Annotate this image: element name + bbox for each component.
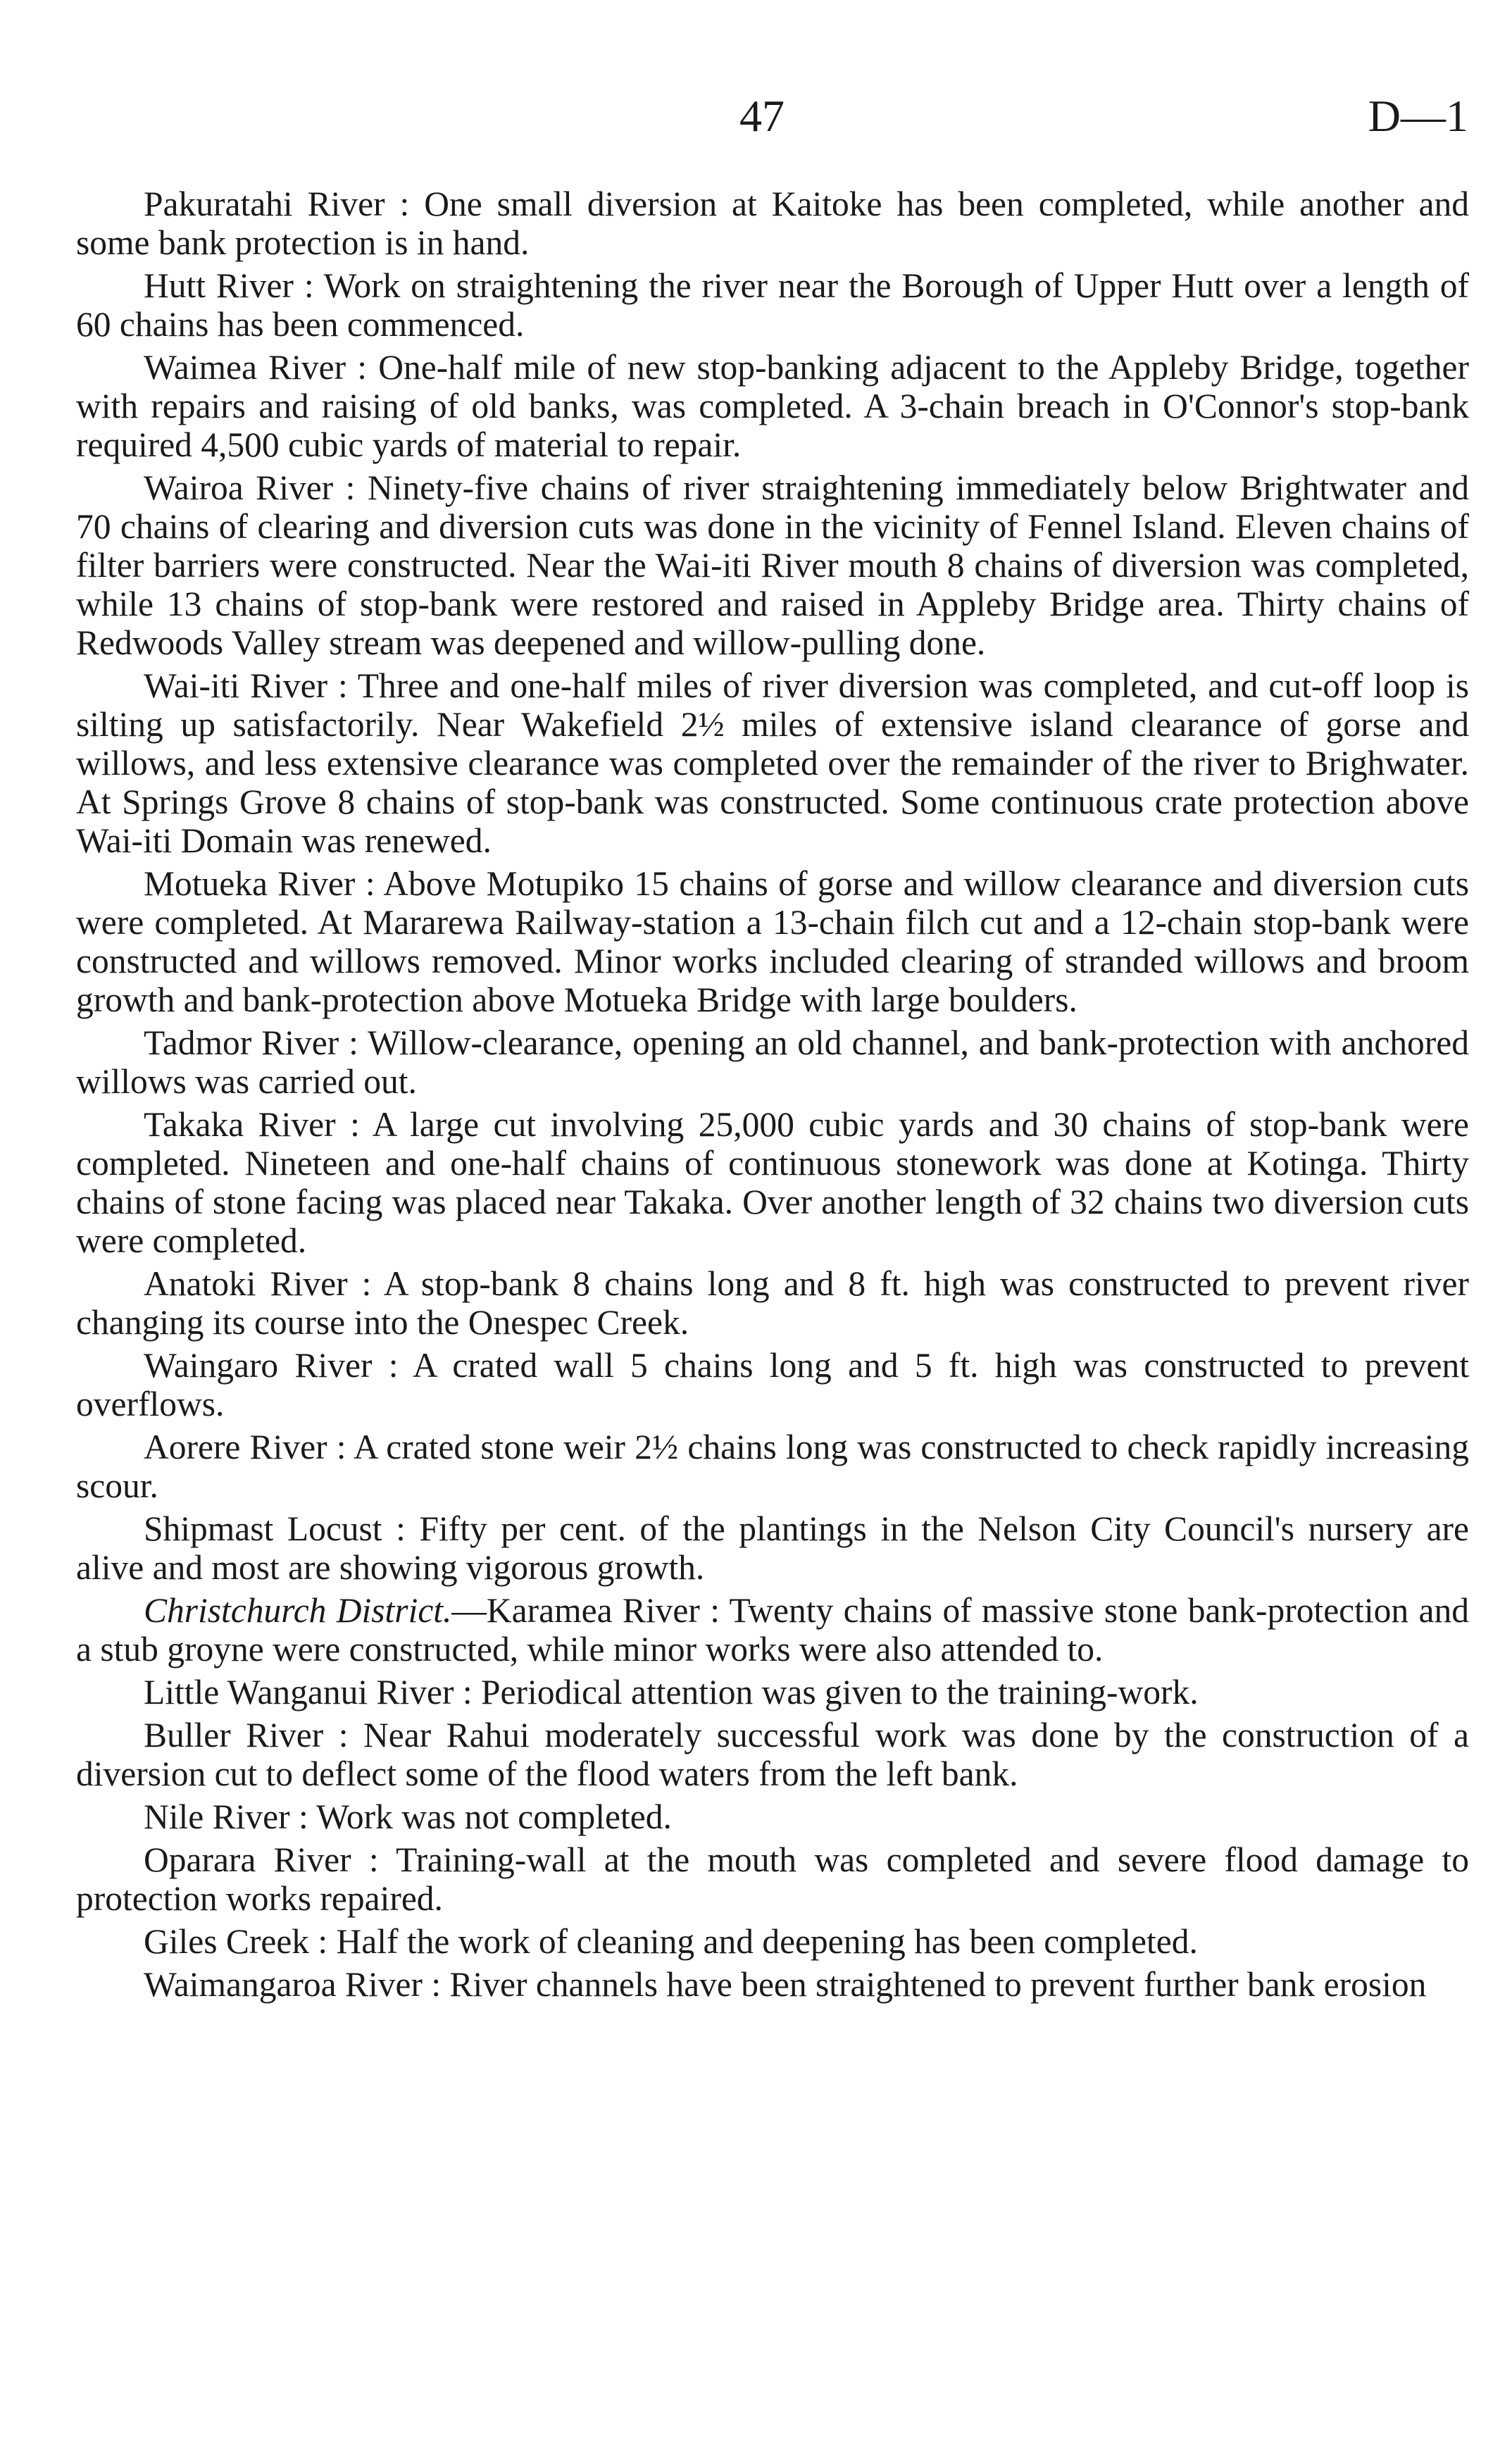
- paragraph-text: Waimea River : One-half mile of new stop-banking adjacent to the Appleby Bridge, together with repairs and raising of old banks, was completed. A 3-chain breach in O'Connor's stop-bank required 4,500 cubic yards of material to repair.: [76, 348, 1469, 464]
- paragraph-text: Aorere River : A crated stone weir 2½ chains long was constructed to check rapidly increasing scour.: [76, 1428, 1469, 1505]
- page-number: 47: [739, 91, 785, 141]
- paragraph-waingaro-river: [76, 1346, 1469, 1423]
- paragraph-text: Anatoki River : A stop-bank 8 chains long and 8 ft. high was constructed to prevent river changing its course into the Onespec Creek.: [76, 1264, 1469, 1342]
- paragraph-text: Takaka River : A large cut involving 25,000 cubic yards and 30 chains of stop-bank were completed. Nineteen and one-half chains of continuous stonework was done at Kotinga. Thirty chains of stone facing was placed near Takaka. Over another length of 32 chains two diversion cuts were completed.: [76, 1105, 1469, 1260]
- paragraph-hutt-river: [76, 266, 1469, 344]
- paragraph-takaka-river: [76, 1105, 1469, 1260]
- paragraph-text: Buller River : Near Rahui moderately successful work was done by the construction of a diversion cut to deflect some of the flood waters from the left bank.: [76, 1716, 1469, 1793]
- paragraph-text: Wairoa River : Ninety-five chains of river straightening immediately below Brightwater and 70 chains of clearing and diversion cuts was done in the vicinity of Fennel Island. Eleven chains of filter barriers were constructed. Near the Wai-iti River mouth 8 chains of diversion was completed, while 13 chains of stop-bank were restored and raised in Appleby Bridge area. Thirty chains of Redwoods Valley stream was deepened and willow-pulling done.: [76, 468, 1469, 662]
- paragraph-text: Hutt River : Work on straightening the river near the Borough of Upper Hutt over a length of 60 chains has been commenced.: [76, 266, 1469, 344]
- paragraph-wairoa-river: [76, 468, 1469, 662]
- paragraph-text: Nile River : Work was not completed.: [144, 1797, 672, 1836]
- paragraph-text: Wai-iti River : Three and one-half miles of river diversion was completed, and cut-off loop is silting up satisfactorily. Near Wakefield 2½ miles of extensive island clearance of gorse and willows, and less extensive clearance was completed over the remainder of the river to Brighwater. At Springs Grove 8 chains of stop-bank was constructed. Some continuous crate protection above Wai-iti Domain was renewed.: [76, 666, 1469, 860]
- paragraph-wai-iti-river: [76, 666, 1469, 860]
- paragraph-pakuratahi-river: [76, 185, 1469, 262]
- paragraph-motueka-river: [76, 864, 1469, 1019]
- paragraph-text: Shipmast Locust : Fifty per cent. of the plantings in the Nelson City Council's nursery are alive and most are showing vigorous growth.: [76, 1509, 1469, 1587]
- paragraph-aorere-river: [76, 1428, 1469, 1505]
- paragraph-text: Tadmor River : Willow-clearance, opening an old channel, and bank-protection with anchored willows was carried out.: [76, 1023, 1469, 1101]
- paragraph-christchurch-district: [76, 1591, 1469, 1669]
- paragraph-tadmor-river: [76, 1023, 1469, 1101]
- district-heading: Christchurch District.: [144, 1591, 452, 1630]
- paragraph-little-wanganui-river: [76, 1673, 1469, 1712]
- paragraph-text: Oparara River : Training-wall at the mouth was completed and severe flood damage to protection works repaired.: [76, 1840, 1469, 1918]
- paragraph-text: Motueka River : Above Motupiko 15 chains of gorse and willow clearance and diversion cuts were completed. At Mararewa Railway-station a 13-chain filch cut and a 12-chain stop-bank were constructed and willows removed. Minor works included clearing of stranded willows and broom growth and bank-protection above Motueka Bridge with large boulders.: [76, 864, 1469, 1019]
- body-text: [76, 185, 1469, 2008]
- paragraph-text: Giles Creek : Half the work of cleaning and deepening has been completed.: [144, 1922, 1198, 1961]
- paragraph-anatoki-river: [76, 1264, 1469, 1342]
- paragraph-text: Little Wanganui River : Periodical attention was given to the training-work.: [144, 1673, 1199, 1712]
- paragraph-text: —Karamea River : Twenty chains of massive stone bank-protection and a stub groyne were constructed, while minor works were also attended to.: [76, 1591, 1469, 1669]
- paragraph-giles-creek: [76, 1922, 1469, 1961]
- paragraph-oparara-river: [76, 1840, 1469, 1918]
- paragraph-waimea-river: [76, 348, 1469, 464]
- paragraph-text: Waingaro River : A crated wall 5 chains long and 5 ft. high was constructed to prevent overflows.: [76, 1346, 1469, 1423]
- paragraph-buller-river: [76, 1716, 1469, 1793]
- paragraph-waimangaroa-river: [76, 1965, 1469, 2004]
- paragraph-shipmast-locust: [76, 1509, 1469, 1587]
- paragraph-nile-river: [76, 1797, 1469, 1836]
- paragraph-text: Waimangaroa River : River channels have been straightened to prevent further bank erosion: [144, 1965, 1427, 2004]
- document-code: D—1: [1368, 91, 1468, 141]
- paragraph-text: Pakuratahi River : One small diversion at Kaitoke has been completed, while another and some bank protection is in hand.: [76, 185, 1469, 262]
